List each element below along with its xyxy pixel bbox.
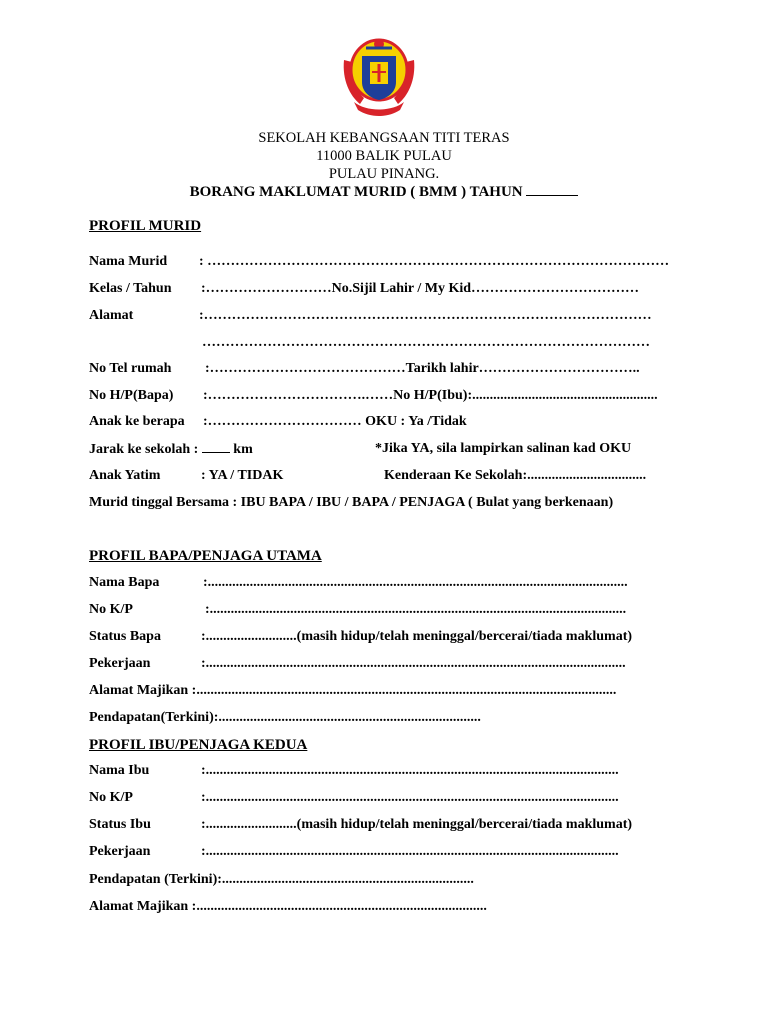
tinggal-row[interactable]: Murid tinggal Bersama : IBU BAPA / IBU / BAPA / PENJAGA ( Bulat yang berkenaan) (89, 495, 614, 510)
school-name: SEKOLAH KEBANGSAAN TITI TERAS (258, 130, 510, 146)
nama-ibu-row[interactable] (89, 763, 619, 779)
alamat-field-1[interactable]: :…………………………………………………………………………………… (199, 308, 652, 323)
jarak-row[interactable] (89, 441, 632, 458)
school-crest-logo (340, 34, 418, 118)
hp-label: No H/P(Bapa) (89, 388, 174, 403)
kerja-bapa-label: Pekerjaan (89, 656, 151, 671)
kenderaan-field[interactable]: Kenderaan Ke Sekolah:.................................. (384, 468, 647, 483)
hp-row[interactable] (89, 388, 658, 404)
nama-bapa-field[interactable]: :........................................................................................................................ (203, 575, 628, 590)
year-blank[interactable] (526, 183, 578, 196)
anak-label: Anak ke berapa (89, 414, 185, 429)
yatim-label: Anak Yatim (89, 468, 161, 483)
jarak-blank[interactable] (202, 441, 230, 453)
nama-murid-field[interactable]: : ……………………………………………………………………………………… (199, 254, 670, 269)
form-title (0, 183, 768, 201)
nama-murid-label: Nama Murid (89, 254, 168, 269)
yatim-options[interactable]: : YA / TIDAK (201, 468, 284, 483)
school-state: PULAU PINANG. (328, 166, 440, 182)
kp-ibu-label: No K/P (89, 790, 133, 805)
status-ibu-field[interactable]: :..........................(masih hidup/telah meninggal/bercerai/tiada maklumat) (201, 817, 633, 832)
kp-bapa-field[interactable]: :....................................................................................................................... (205, 602, 627, 617)
oku-note: *Jika YA, sila lampirkan salinan kad OKU (375, 441, 632, 456)
status-bapa-field[interactable]: :..........................(masih hidup/telah meninggal/bercerai/tiada maklumat) (201, 629, 633, 644)
kerja-bapa-row[interactable] (89, 656, 626, 672)
status-bapa-row[interactable] (89, 629, 633, 645)
nama-bapa-row[interactable] (89, 575, 628, 591)
nama-ibu-field[interactable]: :...................................................................................................................... (201, 763, 619, 778)
kp-bapa-label: No K/P (89, 602, 133, 617)
majikan-bapa-field[interactable]: Alamat Majikan :........................................................................................................................ (89, 683, 617, 698)
kp-ibu-field[interactable]: :...................................................................................................................... (201, 790, 619, 805)
school-postcode: 11000 BALIK PULAU (316, 148, 452, 164)
kerja-ibu-field[interactable]: :...................................................................................................................... (201, 844, 619, 859)
tel-label: No Tel rumah (89, 361, 172, 376)
nama-bapa-label: Nama Bapa (89, 575, 160, 590)
kp-bapa-row[interactable] (89, 602, 627, 618)
alamat-field-2[interactable]: …………………………………………………………………………………… (202, 335, 650, 350)
section-profil-ibu: PROFIL IBU/PENJAGA KEDUA (89, 737, 308, 753)
form-title-text: BORANG MAKLUMAT MURID ( BMM ) TAHUN (189, 184, 523, 200)
kerja-ibu-row[interactable] (89, 844, 619, 860)
tel-field[interactable]: :……………………………………Tarikh lahir…………………………….. (205, 361, 640, 376)
status-ibu-row[interactable] (89, 817, 633, 833)
alamat-label: Alamat (89, 308, 134, 323)
majikan-ibu-field[interactable]: Alamat Majikan :................................................................................... (89, 899, 487, 914)
section-profil-murid: PROFIL MURID (89, 218, 202, 234)
jarak-label: Jarak ke sekolah : (89, 442, 199, 457)
yatim-row[interactable] (89, 468, 647, 484)
tel-row[interactable] (89, 361, 640, 377)
kelas-row[interactable] (89, 281, 640, 297)
status-bapa-label: Status Bapa (89, 629, 161, 644)
anak-field[interactable]: :…………………………… OKU : Ya /Tidak (203, 414, 467, 429)
pendapatan-bapa-field[interactable]: Pendapatan(Terkini):........................................................................... (89, 710, 481, 725)
pendapatan-ibu-field[interactable]: Pendapatan (Terkini):........................................................................ (89, 872, 474, 887)
kp-ibu-row[interactable] (89, 790, 619, 806)
kelas-label: Kelas / Tahun (89, 281, 172, 296)
kerja-ibu-label: Pekerjaan (89, 844, 151, 859)
kelas-field[interactable]: :………………………No.Sijil Lahir / My Kid……………………………… (201, 281, 640, 296)
alamat-row[interactable] (89, 308, 652, 324)
kerja-bapa-field[interactable]: :........................................................................................................................ (201, 656, 626, 671)
nama-ibu-label: Nama Ibu (89, 763, 150, 778)
section-profil-bapa: PROFIL BAPA/PENJAGA UTAMA (89, 548, 322, 564)
hp-field[interactable]: :…………………………….……No H/P(Ibu):..................................................... (203, 388, 658, 403)
status-ibu-label: Status Ibu (89, 817, 151, 832)
anak-row[interactable] (89, 414, 467, 430)
jarak-unit: km (233, 442, 253, 457)
nama-murid-row[interactable] (89, 254, 670, 270)
